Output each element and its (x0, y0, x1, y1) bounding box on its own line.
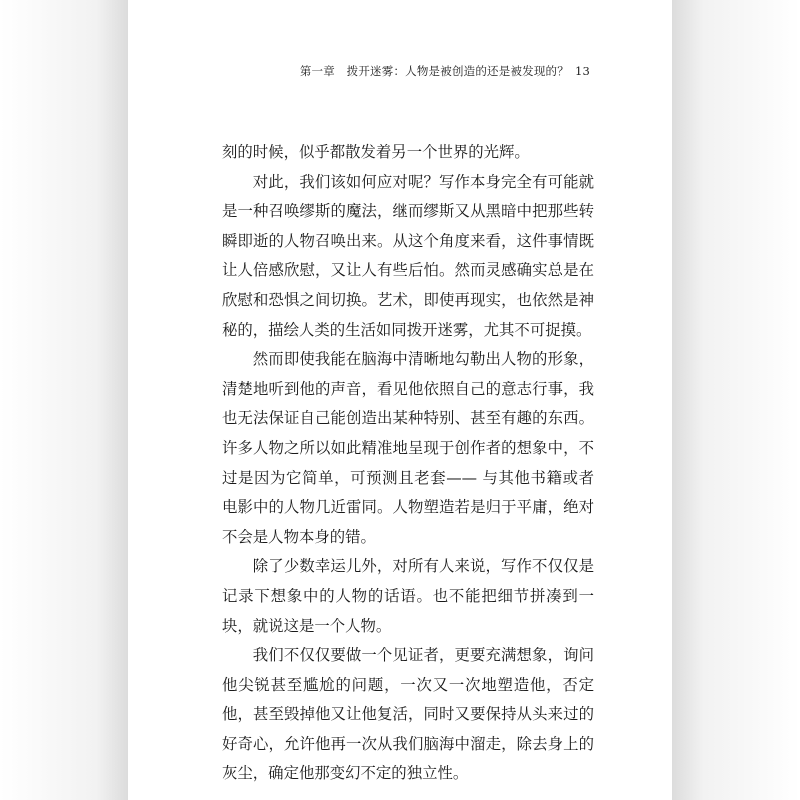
running-header (300, 63, 590, 79)
paragraph: 我们不仅仅要做一个见证者，更要充满想象，询问他尖锐甚至尴尬的问题，一次又一次地塑造他，否定他，甚至毁掉他又让他复活，同时又要保持从头来过的好奇心，允许他再一次从我们脑海中溜走，除去身上的灰尘，确定他那变幻不定的独立性。 (222, 646, 594, 783)
paragraph-continued: 刻的时候，似乎都散发着另一个世界的光辉。 (222, 143, 530, 161)
right-edge-shadow (672, 0, 800, 800)
chapter-title: 第一章 拨开迷雾：人物是被创造的还是被发现的？ (299, 64, 569, 78)
body-text (222, 138, 594, 789)
left-edge-shadow (0, 0, 128, 800)
page-number: 13 (574, 64, 590, 78)
paragraph: 然而即使我能在脑海中清晰地勾勒出人物的形象，清楚地听到他的声音，看见他依照自己的意志行事，我也无法保证自己能创造出某种特别、甚至有趣的东西。许多人物之所以如此精准地呈现于创作者的想象中，不过是因为它简单，可预测且老套—— 与其他书籍或者电影中的人物几近雷同。人物塑造若是归于平庸，绝对不会是人物本身的错。 (222, 350, 594, 546)
paragraph: 除了少数幸运儿外，对所有人来说，写作不仅仅是记录下想象中的人物的话语。也不能把细节拼凑到一块，就说这是一个人物。 (222, 557, 594, 635)
book-page (128, 0, 672, 800)
paragraph: 对此，我们该如何应对呢？写作本身完全有可能就是一种召唤缪斯的魔法，继而缪斯又从黑暗中把那些转瞬即逝的人物召唤出来。从这个角度来看，这件事情既让人倍感欣慰，又让人有些后怕。然而灵感确实总是在欣慰和恐惧之间切换。艺术，即使再现实，也依然是神秘的，描绘人类的生活如同拨开迷雾，尤其不可捉摸。 (222, 172, 594, 339)
